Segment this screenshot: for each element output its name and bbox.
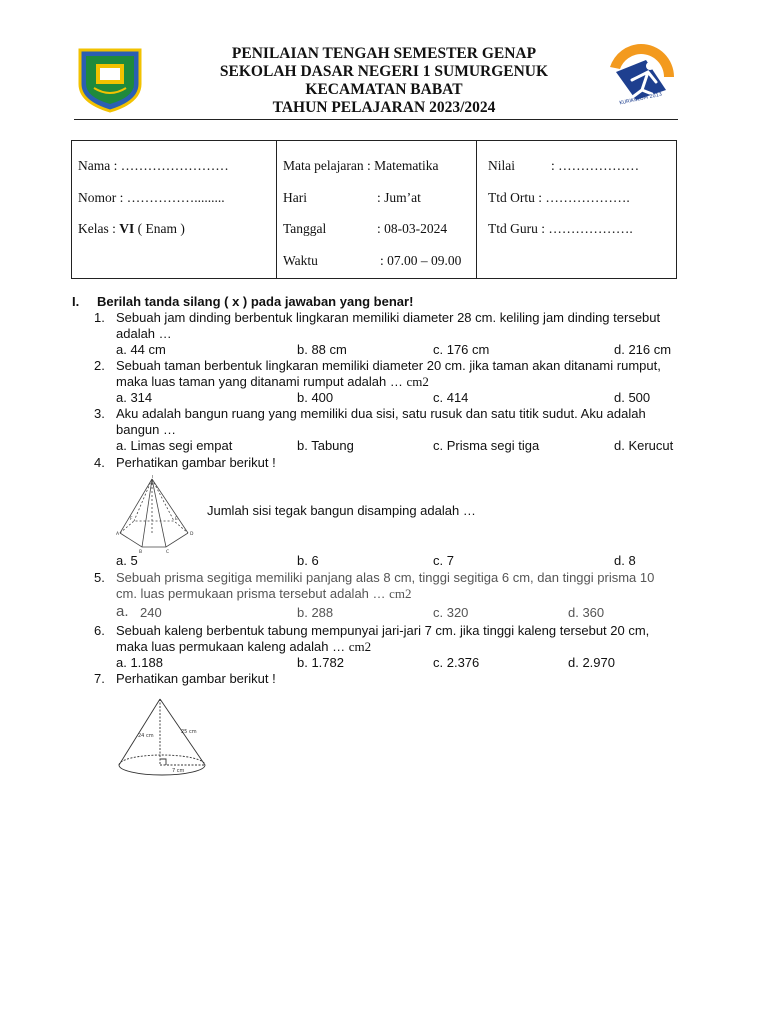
question-text: Sebuah kaleng berbentuk tabung mempunyai jari-jari 7 cm. jika tinggi kaleng tersebut 20 cm, [116,623,650,638]
option-c[interactable]: c. 320 [433,605,469,620]
question-text: Aku adalah bangun ruang yang memiliki dua sisi, satu rusuk dan satu titik sudut. Aku adalah [116,406,646,421]
figure-question-text: Jumlah sisi tegak bangun disamping adalah … [207,503,476,518]
academic-year: TAHUN PELAJARAN 2023/2024 [272,99,496,116]
score-label: Nilai [488,158,515,173]
option-a[interactable]: a. 314 [116,390,153,405]
height-label: 24 cm [138,733,154,739]
option-b[interactable]: b. 6 [297,553,319,568]
teacher-signature-field[interactable]: Ttd Guru : ………………. [488,221,633,236]
question-number: 5. [94,570,105,585]
question-number: 4. [94,455,105,470]
kurikulum-logo-text: KURIKULUM 2013 [618,91,663,107]
question-text-body: cm. luas permukaan prisma tersebut adalah … [116,586,390,601]
option-d[interactable]: d. 8 [614,553,636,568]
subject-field: Mata pelajaran : Matematika [283,158,439,173]
question-text [116,374,429,390]
day-value: : Jum’at [377,190,421,205]
option-b[interactable]: b. Tabung [297,438,354,453]
question-text-body: maka luas taman yang ditanami rumput adalah … [116,374,407,389]
kelas-label: Kelas : [78,221,120,236]
unit-label: cm2 [389,586,412,601]
radius-label: 7 cm [172,768,185,774]
question-text: Perhatikan gambar berikut ! [116,455,276,470]
question-number: 2. [94,358,105,373]
option-b[interactable]: b. 1.782 [297,655,344,670]
option-d[interactable]: d. 216 cm [614,342,672,357]
vertex-label: E [175,517,178,522]
column-divider [476,141,477,278]
option-a[interactable]: a. Limas segi empat [116,438,233,453]
time-value: : 07.00 – 09.00 [380,253,462,268]
option-c[interactable]: c. 176 cm [433,342,490,357]
kelas-field [78,221,185,237]
question-number: 3. [94,406,105,421]
option-d[interactable]: d. 360 [568,605,605,620]
option-b[interactable]: b. 400 [297,390,334,405]
vertex-label: B [139,550,143,555]
option-b[interactable]: b. 88 cm [297,342,347,357]
question-text: Perhatikan gambar berikut ! [116,671,276,686]
question-number: 6. [94,623,105,638]
vertex-label: F [130,517,133,522]
option-a-letter[interactable]: a. [116,603,129,620]
option-d[interactable]: d. 2.970 [568,655,615,670]
vertex-label: D [190,532,194,537]
question-text: Sebuah prisma segitiga memiliki panjang alas 8 cm, tinggi segitiga 6 cm, dan tinggi prisma 10 [116,570,655,585]
nomor-field[interactable]: Nomor : ……………......... [78,190,225,205]
parent-signature-field[interactable]: Ttd Ortu : ………………. [488,190,630,205]
vertex-label: C [166,550,170,555]
school-name: SEKOLAH DASAR NEGERI 1 SUMURGENUK [219,63,549,80]
option-d[interactable]: d. 500 [614,390,651,405]
question-number: 1. [94,310,105,325]
question-number: 7. [94,671,105,686]
unit-label: cm2 [406,374,429,389]
district-name: KECAMATAN BABAT [305,81,463,98]
option-c[interactable]: c. 7 [433,553,454,568]
question-text [116,586,412,602]
date-value: : 08-03-2024 [377,221,448,236]
option-a[interactable]: a. 44 cm [116,342,166,357]
exam-title: PENILAIAN TENGAH SEMESTER GENAP [231,45,537,62]
section-instruction: Berilah tanda silang ( x ) pada jawaban yang benar! [97,294,414,309]
date-label: Tanggal [283,221,327,236]
unit-label: cm2 [348,639,372,654]
nama-field[interactable]: Nama : …………………… [78,158,229,173]
option-c[interactable]: c. 414 [433,390,469,405]
vertex-label: T [151,475,154,480]
column-divider [276,141,277,278]
question-text: adalah … [116,326,172,341]
hexagonal-pyramid-figure [116,475,196,560]
kelas-rest: ( Enam ) [134,221,185,236]
kurikulum-logo [606,42,676,112]
question-text: Sebuah taman berbentuk lingkaran memiliki diameter 20 cm. jika taman akan ditanami rumput, [116,358,661,373]
option-a[interactable]: 240 [140,605,162,620]
day-label: Hari [283,190,307,205]
option-c[interactable]: c. Prisma segi tiga [433,438,540,453]
option-c[interactable]: c. 2.376 [433,655,480,670]
score-field[interactable]: : ……………… [551,158,640,173]
question-text: Sebuah jam dinding berbentuk lingkaran memiliki diameter 28 cm. keliling jam dinding tersebut [116,310,661,325]
question-text-body: maka luas permukaan kaleng adalah … [116,639,349,654]
option-a[interactable]: a. 1.188 [116,655,163,670]
header-divider [74,119,678,120]
option-a[interactable]: a. 5 [116,553,138,568]
section-number: I. [72,294,80,309]
option-b[interactable]: b. 288 [297,605,334,620]
vertex-label: A [116,532,120,537]
question-text: bangun … [116,422,176,437]
option-d[interactable]: d. Kerucut [614,438,674,453]
cone-figure [114,696,210,785]
slant-label: 25 cm [181,729,197,735]
question-text [116,639,371,655]
kelas-value: VI [119,221,135,236]
time-label: Waktu [283,253,318,268]
